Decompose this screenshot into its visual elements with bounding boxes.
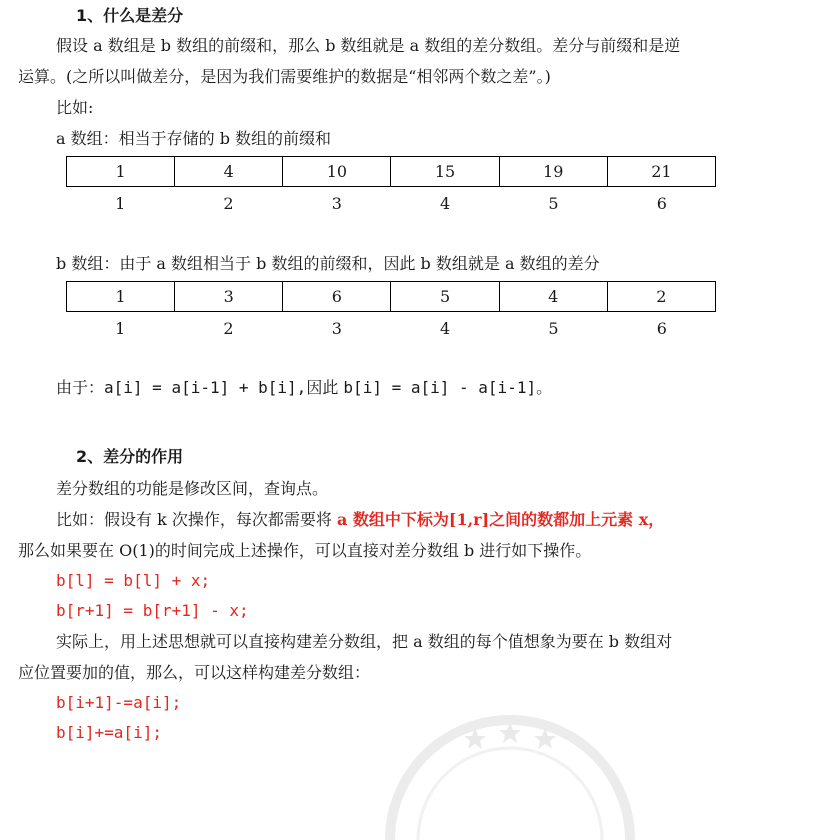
array-b-index: 3 (331, 319, 342, 338)
section1-paragraph-line1: 假设 a 数组是 b 数组的前缀和，那么 b 数组就是 a 数组的差分数组。差分与前缀和是逆 (56, 36, 681, 55)
formula-prefix: 由于： (56, 378, 105, 397)
array-a-table (66, 156, 716, 187)
code-line-1: b[l] = b[l] + x; (56, 571, 211, 590)
formula-code-1: a[i] = a[i-1] + b[i], (104, 378, 307, 397)
array-b-cell: 6 (283, 282, 391, 312)
section2-line5: 应位置要加的值，那么，可以这样构建差分数组： (18, 663, 371, 682)
array-b-cell: 5 (391, 282, 499, 312)
array-b-index: 6 (656, 319, 667, 338)
array-b-index: 4 (440, 319, 451, 338)
array-b-row (67, 282, 716, 312)
array-a-cell: 1 (67, 157, 175, 187)
formula-mid: 因此 (306, 378, 339, 397)
section2-line2-prefix: 比如：假设有 k 次操作，每次都需要将 (56, 510, 337, 529)
example-label: 比如: (56, 98, 94, 117)
section2-line2-highlight: a 数组中下标为[1,r]之间的数都加上元素 x， (336, 510, 665, 529)
section1-heading: 1、什么是差分 (76, 6, 184, 25)
array-b-cell: 3 (175, 282, 283, 312)
array-a-index: 2 (223, 194, 234, 213)
section1-paragraph-line2: 运算。(之所以叫做差分，是因为我们需要维护的数据是“相邻两个数之差”。) (18, 67, 551, 86)
code-line-4: b[i]+=a[i]; (56, 723, 162, 742)
code-line-3: b[i+1]-=a[i]; (56, 693, 182, 712)
formula-end: 。 (536, 378, 553, 397)
array-a-index: 1 (115, 194, 126, 213)
section2-line4: 实际上，用上述思想就可以直接构建差分数组，把 a 数组的每个值想象为要在 b 数组对 (56, 632, 673, 651)
seal-watermark-icon (360, 690, 660, 840)
section2-line1: 差分数组的功能是修改区间，查询点。 (56, 479, 329, 498)
array-a-cell: 21 (607, 157, 715, 187)
array-a-index: 3 (331, 194, 342, 213)
array-b-indices (66, 319, 716, 338)
array-b-cell: 2 (607, 282, 715, 312)
array-a-cell: 15 (391, 157, 499, 187)
array-b-index: 2 (223, 319, 234, 338)
formula-line (56, 380, 552, 396)
array-a-index: 5 (548, 194, 559, 213)
array-a-cell: 10 (283, 157, 391, 187)
formula-code-2: b[i] = a[i] - a[i-1] (343, 378, 537, 397)
code-line-2: b[r+1] = b[r+1] - x; (56, 601, 249, 620)
section2-line3: 那么如果要在 O(1)的时间完成上述操作，可以直接对差分数组 b 进行如下操作。 (18, 541, 592, 560)
section2-heading: 2、差分的作用 (76, 447, 184, 466)
array-a-index: 4 (440, 194, 451, 213)
array-b-index: 5 (548, 319, 559, 338)
section2-line2 (56, 512, 664, 528)
array-b-table (66, 281, 716, 312)
array-b-cell: 4 (499, 282, 607, 312)
array-b-index: 1 (115, 319, 126, 338)
array-b-cell: 1 (67, 282, 175, 312)
array-a-index: 6 (656, 194, 667, 213)
array-a-caption: a 数组：相当于存储的 b 数组的前缀和 (56, 129, 332, 148)
array-a-row (67, 157, 716, 187)
array-a-cell: 19 (499, 157, 607, 187)
array-b-caption: b 数组：由于 a 数组相当于 b 数组的前缀和，因此 b 数组就是 a 数组的差分 (56, 254, 600, 273)
array-a-indices (66, 194, 716, 213)
array-a-cell: 4 (175, 157, 283, 187)
